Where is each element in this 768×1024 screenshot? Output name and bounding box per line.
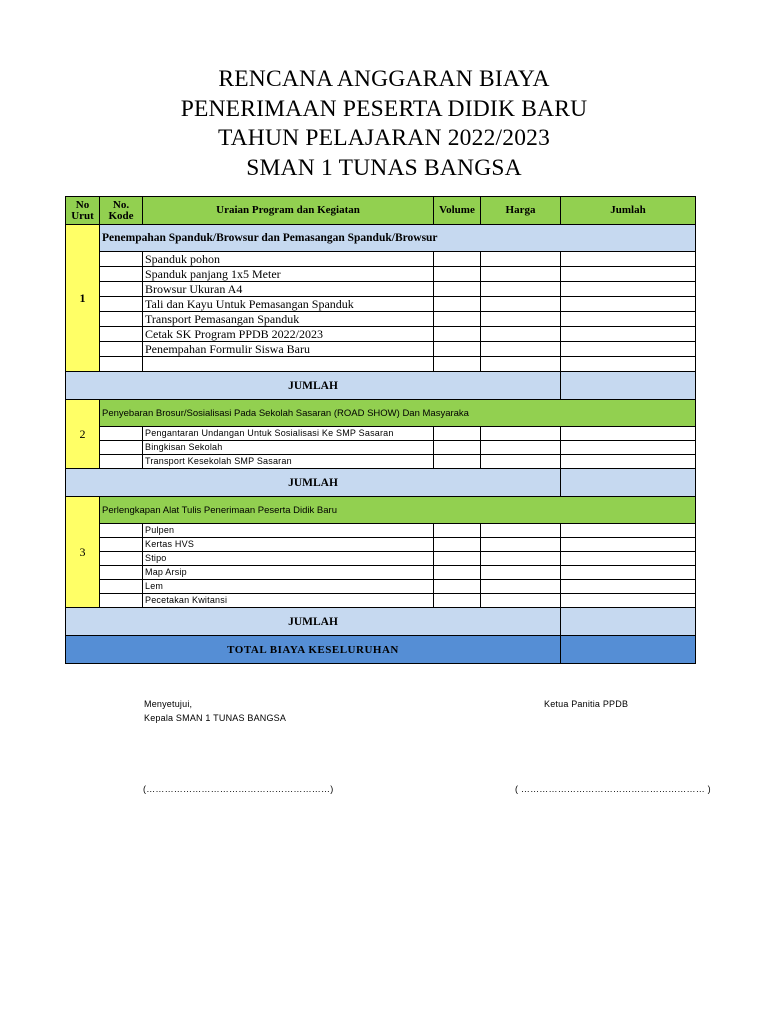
subtotal-value	[561, 608, 696, 636]
table-row	[66, 282, 696, 297]
approval-label: Menyetujui,	[144, 699, 193, 709]
table-row	[66, 267, 696, 282]
table-row	[66, 538, 696, 552]
item-label: Lem	[143, 580, 434, 594]
table-row	[66, 455, 696, 469]
subtotal-row	[66, 372, 696, 400]
subtotal-value	[561, 372, 696, 400]
table-row	[66, 552, 696, 566]
item-label: Cetak SK Program PPDB 2022/2023	[143, 327, 434, 342]
item-label: Browsur Ukuran A4	[143, 282, 434, 297]
table-row	[66, 566, 696, 580]
table-row	[66, 524, 696, 538]
subtotal-label: JUMLAH	[66, 372, 561, 400]
title-line-4: SMAN 1 TUNAS BANGSA	[246, 154, 522, 181]
headmaster-signature-blank: (……………………………………………………)	[143, 784, 334, 794]
header-jumlah: Jumlah	[561, 197, 696, 225]
item-label: Pulpen	[143, 524, 434, 538]
section-number: 3	[66, 497, 100, 608]
header-uraian: Uraian Program dan Kegiatan	[143, 197, 434, 225]
subtotal-row	[66, 469, 696, 497]
committee-chair-title: Ketua Panitia PPDB	[544, 699, 629, 709]
item-label: Tali dan Kayu Untuk Pemasangan Spanduk	[143, 297, 434, 312]
subtotal-row	[66, 608, 696, 636]
section-2-title-row	[66, 400, 696, 427]
document-title	[0, 64, 768, 182]
subtotal-label: JUMLAH	[66, 469, 561, 497]
item-label: Spanduk panjang 1x5 Meter	[143, 267, 434, 282]
item-label: Kertas HVS	[143, 538, 434, 552]
section-title: Perlengkapan Alat Tulis Penerimaan Peserta Didik Baru	[100, 497, 696, 524]
headmaster-title: Kepala SMAN 1 TUNAS BANGSA	[144, 713, 287, 723]
item-label: Transport Pemasangan Spanduk	[143, 312, 434, 327]
subtotal-value	[561, 469, 696, 497]
total-label: TOTAL BIAYA KESELURUHAN	[66, 636, 561, 664]
item-label: Map Arsip	[143, 566, 434, 580]
section-title: Penempahan Spanduk/Browsur dan Pemasangan Spanduk/Browsur	[100, 225, 696, 252]
table-row	[66, 342, 696, 357]
item-label: Penempahan Formulir Siswa Baru	[143, 342, 434, 357]
table-header-row	[66, 197, 696, 225]
table-row	[66, 441, 696, 455]
total-value	[561, 636, 696, 664]
header-harga: Harga	[481, 197, 561, 225]
section-title: Penyebaran Brosur/Sosialisasi Pada Sekolah Sasaran (ROAD SHOW) Dan Masyaraka	[100, 400, 696, 427]
header-no-urut: No Urut	[66, 197, 100, 225]
committee-chair-signature-blank: ( …………………………………………………… )	[515, 784, 711, 794]
section-number: 1	[66, 225, 100, 372]
title-line-3: TAHUN PELAJARAN 2022/2023	[217, 125, 551, 151]
section-1-title-row	[66, 225, 696, 252]
table-row	[66, 297, 696, 312]
item-label: Bingkisan Sekolah	[143, 441, 434, 455]
item-label: Transport Kesekolah SMP Sasaran	[143, 455, 434, 469]
section-3-title-row	[66, 497, 696, 524]
table-row	[66, 580, 696, 594]
total-row	[66, 636, 696, 664]
section-number: 2	[66, 400, 100, 469]
item-label: Stipo	[143, 552, 434, 566]
table-row	[66, 252, 696, 267]
header-volume: Volume	[434, 197, 481, 225]
item-label: Pecetakan Kwitansi	[143, 594, 434, 608]
subtotal-label: JUMLAH	[66, 608, 561, 636]
title-line-1: RENCANA ANGGARAN BIAYA	[218, 66, 550, 92]
item-label: Spanduk pohon	[143, 252, 434, 267]
table-row	[66, 594, 696, 608]
title-line-2: PENERIMAAN PESERTA DIDIK BARU	[180, 95, 588, 122]
header-no-kode: No. Kode	[100, 197, 143, 225]
table-row	[66, 312, 696, 327]
table-row	[66, 327, 696, 342]
item-label: Pengantaran Undangan Untuk Sosialisasi Ke SMP Sasaran	[143, 427, 434, 441]
budget-table	[65, 196, 696, 664]
table-row	[66, 427, 696, 441]
spacer-row	[66, 357, 696, 372]
